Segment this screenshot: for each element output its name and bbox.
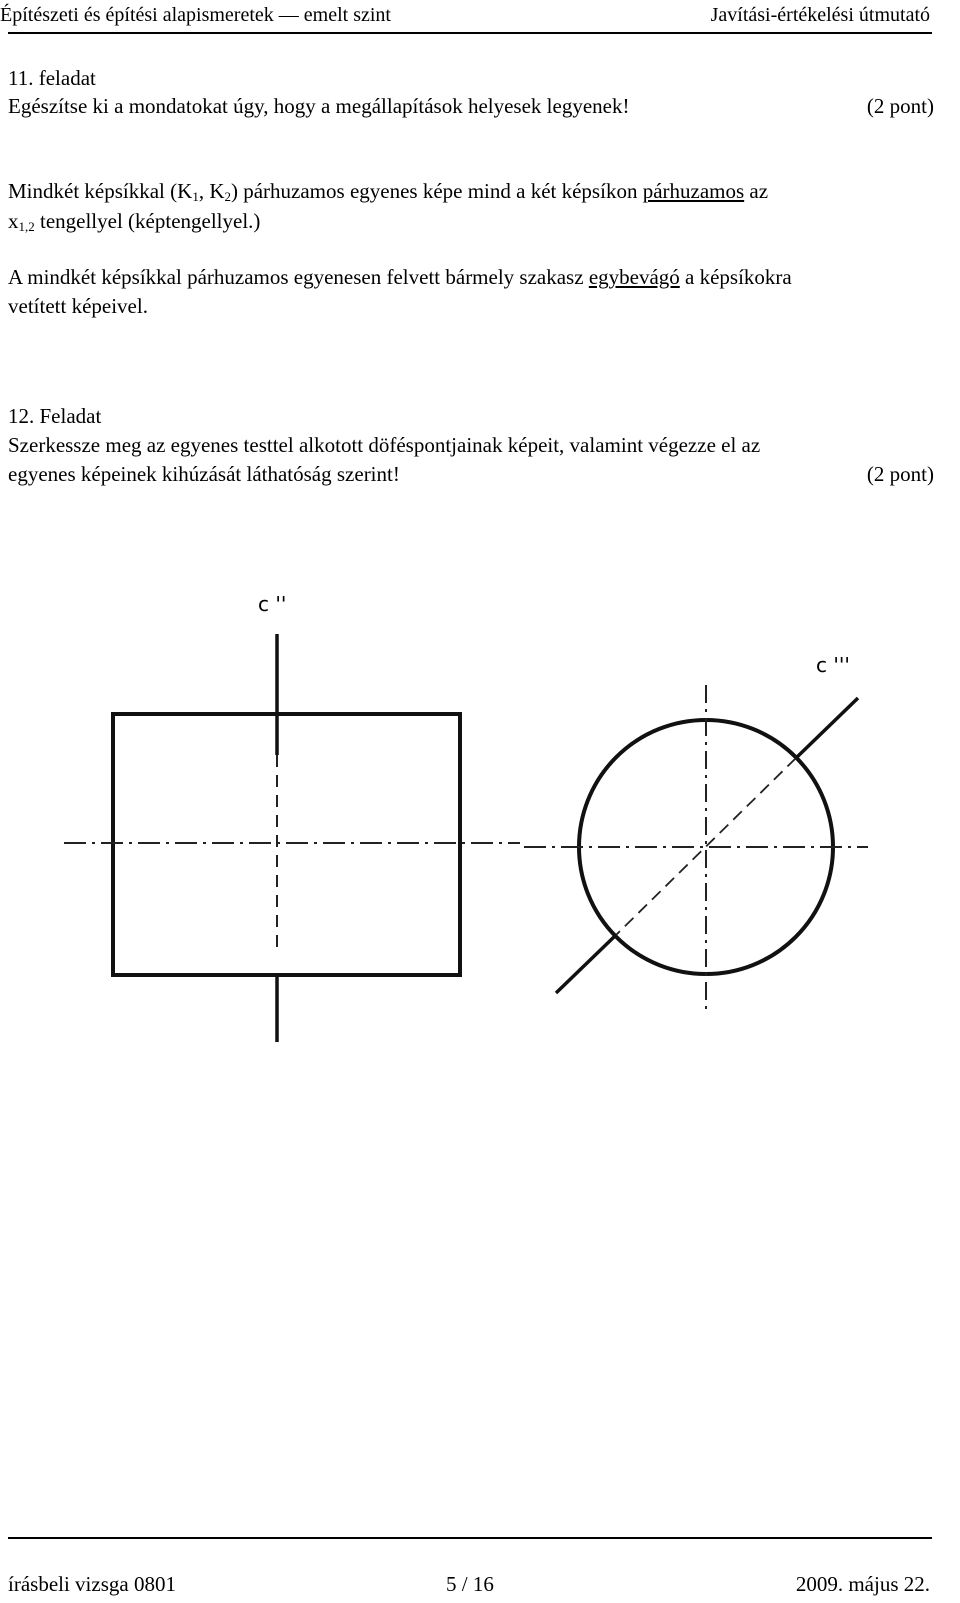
s1-sub2: 2 xyxy=(224,189,231,204)
task12-line2: egyenes képeinek kihúzását láthatóság szerint! xyxy=(8,462,400,486)
s1-part2: , K xyxy=(198,179,225,203)
task11-points: (2 pont) xyxy=(866,94,934,118)
s1-line2-sub: 1,2 xyxy=(18,219,35,234)
line-c3-visible-bottom xyxy=(556,935,616,993)
s1-line2-b: tengellyel (képtengellyel.) xyxy=(34,209,261,233)
header-left: Építészeti és építési alapismeretek — emelt szint xyxy=(0,4,391,26)
s1-part3: ) párhuzamos egyenes képe mind a két képsíkon xyxy=(230,179,643,203)
task11-title: 11. feladat xyxy=(8,66,96,90)
task12-line1: Szerkessze meg az egyenes testtel alkotott döféspontjainak képeit, valamint végezze el az xyxy=(8,433,761,457)
s2-answer: egybevágó xyxy=(588,265,680,289)
task12-points: (2 pont) xyxy=(866,462,934,486)
footer-page-number: 5 / 16 xyxy=(446,1572,494,1596)
label-c3: c ''' xyxy=(816,653,850,677)
task11-sentence1-line2 xyxy=(8,209,260,235)
label-c2: c '' xyxy=(258,592,287,616)
line-c3-visible-top xyxy=(796,698,858,758)
s2-part1: A mindkét képsíkkal párhuzamos egyenesen felvett bármely szakasz xyxy=(8,265,589,289)
front-view-rectangle xyxy=(113,714,460,975)
task11-sentence2-line1 xyxy=(8,265,792,290)
projection-drawing xyxy=(0,560,960,1080)
footer-divider xyxy=(8,1537,932,1539)
footer-date: 2009. május 22. xyxy=(795,1572,930,1596)
header-divider xyxy=(8,32,932,34)
s1-part4: az xyxy=(744,179,769,203)
task11-sentence2-line2: vetített képeivel. xyxy=(8,294,148,318)
footer-left: írásbeli vizsga 0801 xyxy=(8,1572,176,1596)
task11-instruction: Egészítse ki a mondatokat úgy, hogy a megállapítások helyesek legyenek! xyxy=(8,94,630,118)
header-right: Javítási-értékelési útmutató xyxy=(710,4,930,26)
task12-title: 12. Feladat xyxy=(8,404,102,428)
s1-line2-a: x xyxy=(8,209,19,233)
s1-sub1: 1 xyxy=(192,189,199,204)
s1-part1: Mindkét képsíkkal (K xyxy=(8,179,193,203)
s2-part2: a képsíkokra xyxy=(679,265,792,289)
s1-answer: párhuzamos xyxy=(642,179,745,203)
task11-sentence1-line1 xyxy=(8,179,768,205)
